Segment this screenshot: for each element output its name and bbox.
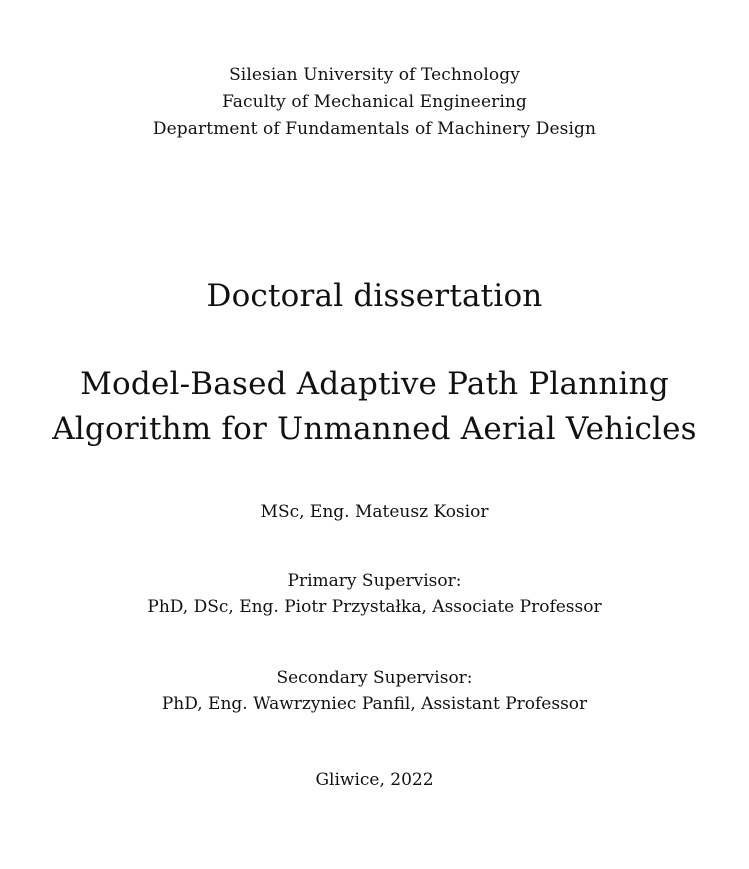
place-and-year: Gliwice, 2022 [315,770,434,790]
author-name: MSc, Eng. Mateusz Kosior [260,502,489,522]
title-line-1: Model-Based Adaptive Path Planning [80,366,669,402]
primary-supervisor-name: PhD, DSc, Eng. Piotr Przystałka, Associate Professor [147,597,602,617]
title-line-2: Algorithm for Unmanned Aerial Vehicles [52,411,697,447]
primary-supervisor-label: Primary Supervisor: [287,571,462,591]
secondary-supervisor-name: PhD, Eng. Wawrzyniec Panfil, Assistant Professor [161,694,588,714]
secondary-supervisor-label: Secondary Supervisor: [276,668,473,688]
university-name: Silesian University of Technology [229,65,520,85]
faculty-name: Faculty of Mechanical Engineering [222,92,527,112]
document-type: Doctoral dissertation [206,278,543,314]
department-name: Department of Fundamentals of Machinery Design [152,119,597,139]
